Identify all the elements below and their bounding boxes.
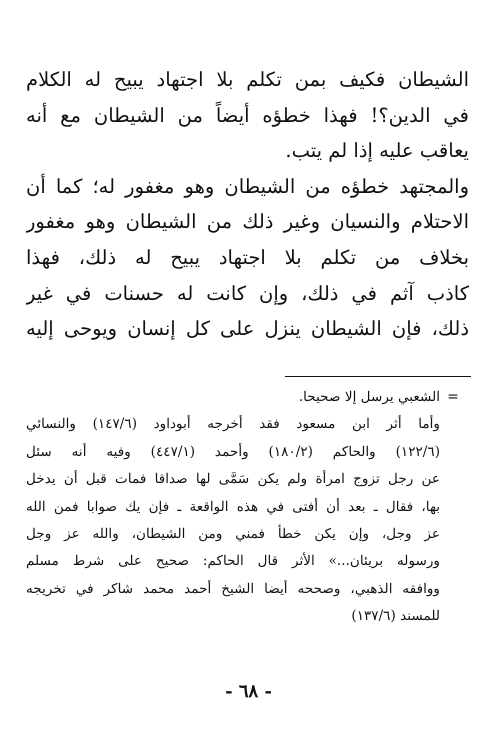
footnote-line: وأما أثر ابن مسعود فقد أخرجه أبوداود (١٤٧/٦) والنسائي [26, 416, 440, 433]
footnote-line: (١٢٢/٦) والحاكم (١٨٠/٢) وأحمد (٤٤٧/١) وفيه أنه سئل [26, 443, 440, 460]
footnote-line: عز وجل، وإن يكن خطأ فمني ومن الشيطان، والله عز وجل [26, 525, 440, 542]
main-text-line: بخلاف من تكلم بلا اجتهاد يبيح له ذلك، فهذا [26, 245, 469, 269]
main-text-line: الشيطان فكيف بمن تكلم بلا اجتهاد يبيح له الكلام [26, 68, 469, 91]
main-text-line: يعاقب عليه إذا لم يتب. [285, 139, 469, 163]
footnote-line: عن رجل تزوج امرأة ولم يكن سَمَّى لها صداقا فمات قبل أن يدخل [26, 471, 440, 488]
main-text-line: كاذب آثم في ذلك، وإن كانت له حسنات في غير [26, 281, 469, 305]
footnote-divider [285, 376, 471, 377]
footnote-line: ووافقه الذهبي، وصححه أيضا الشيخ أحمد محمد شاكر في تخريجه [26, 580, 440, 597]
main-text-line: ذلك، فإن الشيطان ينزل على كل إنسان ويوحى إليه [26, 317, 469, 341]
footnote-line: بها، فقال ـ بعد أن أفتى في هذه الواقعة ـ فإن يك صوابا فمن الله [26, 498, 440, 515]
footnote-line: الشعبي يرسل إلا صحيحا. [298, 389, 440, 405]
footnote-line: للمسند (١٣٧/٦) [351, 608, 440, 625]
main-text [26, 62, 469, 347]
page-number: - ٦٨ - [225, 681, 272, 702]
footnote [26, 384, 440, 631]
main-text-line: في الدين؟! فهذا خطؤه أيضاً من الشيطان مع أنه [26, 103, 469, 127]
main-text-line: والمجتهد خطؤه من الشيطان وهو مغفور له؛ كما أن [26, 174, 469, 198]
footnote-continuation-marker: = [447, 389, 459, 405]
footnote-line: ورسوله بريئان...» الأثر قال الحاكم: صحيح على شرط مسلم [26, 553, 440, 570]
main-text-line: الاحتلام والنسيان وغير ذلك من الشيطان وهو مغفور [26, 210, 469, 234]
